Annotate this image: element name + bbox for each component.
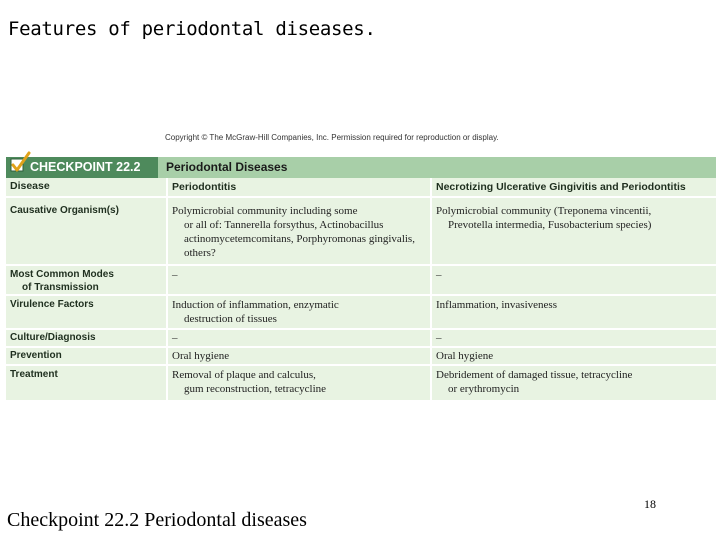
table-row <box>6 266 716 296</box>
table-row <box>6 366 716 400</box>
checkpoint-label-box <box>6 157 158 178</box>
header-periodontitis: Periodontitis <box>166 178 428 196</box>
slide-caption: Checkpoint 22.2 Periodontal diseases <box>7 509 307 531</box>
checkmark-icon <box>9 151 31 175</box>
periodontitis-cell: Removal of plaque and calculus, gum reconstruction, tetracycline <box>166 366 428 400</box>
nug-cell: – <box>430 330 716 346</box>
table-row <box>6 330 716 348</box>
periodontitis-cell: Oral hygiene <box>166 348 428 364</box>
periodontitis-cell: – <box>166 330 428 346</box>
page-number: 18 <box>644 497 656 511</box>
header-nug: Necrotizing Ulcerative Gingivitis and Periodontitis <box>430 178 716 196</box>
table-row <box>6 348 716 366</box>
checkpoint-label: CHECKPOINT 22.2 <box>30 160 141 174</box>
header-disease: Disease <box>10 180 50 192</box>
periodontitis-cell: Polymicrobial community including some or all of: Tannerella forsythus, Actinobacillus actinomycetemcomitans, Porphyromonas gingivalis, others? <box>166 198 428 264</box>
table-row <box>6 198 716 266</box>
nug-cell: – <box>430 266 716 294</box>
row-label: Culture/Diagnosis <box>10 332 96 343</box>
nug-cell: Oral hygiene <box>430 348 716 364</box>
copyright-notice: Copyright © The McGraw-Hill Companies, Inc. Permission required for reproduction or display. <box>165 133 499 142</box>
row-label: Treatment <box>10 369 58 380</box>
row-label: Causative Organism(s) <box>10 205 119 216</box>
periodontitis-cell: Induction of inflammation, enzymatic destruction of tissues <box>166 296 428 328</box>
row-label: Most Common Modes of Transmission <box>10 269 114 293</box>
checkpoint-header-bar <box>6 157 716 178</box>
checkpoint-title: Periodontal Diseases <box>166 160 288 174</box>
nug-cell: Inflammation, invasiveness <box>430 296 716 328</box>
table-header-row <box>6 178 716 198</box>
row-label: Prevention <box>10 350 62 361</box>
slide-title: Features of periodontal diseases. <box>8 18 376 40</box>
checkpoint-figure <box>0 130 717 402</box>
row-label: Virulence Factors <box>10 299 94 310</box>
periodontitis-cell: – <box>166 266 428 294</box>
nug-cell: Debridement of damaged tissue, tetracycline or erythromycin <box>430 366 716 400</box>
disease-table <box>6 178 716 400</box>
table-row <box>6 296 716 330</box>
nug-cell: Polymicrobial community (Treponema vincentii, Prevotella intermedia, Fusobacterium species) <box>430 198 716 264</box>
